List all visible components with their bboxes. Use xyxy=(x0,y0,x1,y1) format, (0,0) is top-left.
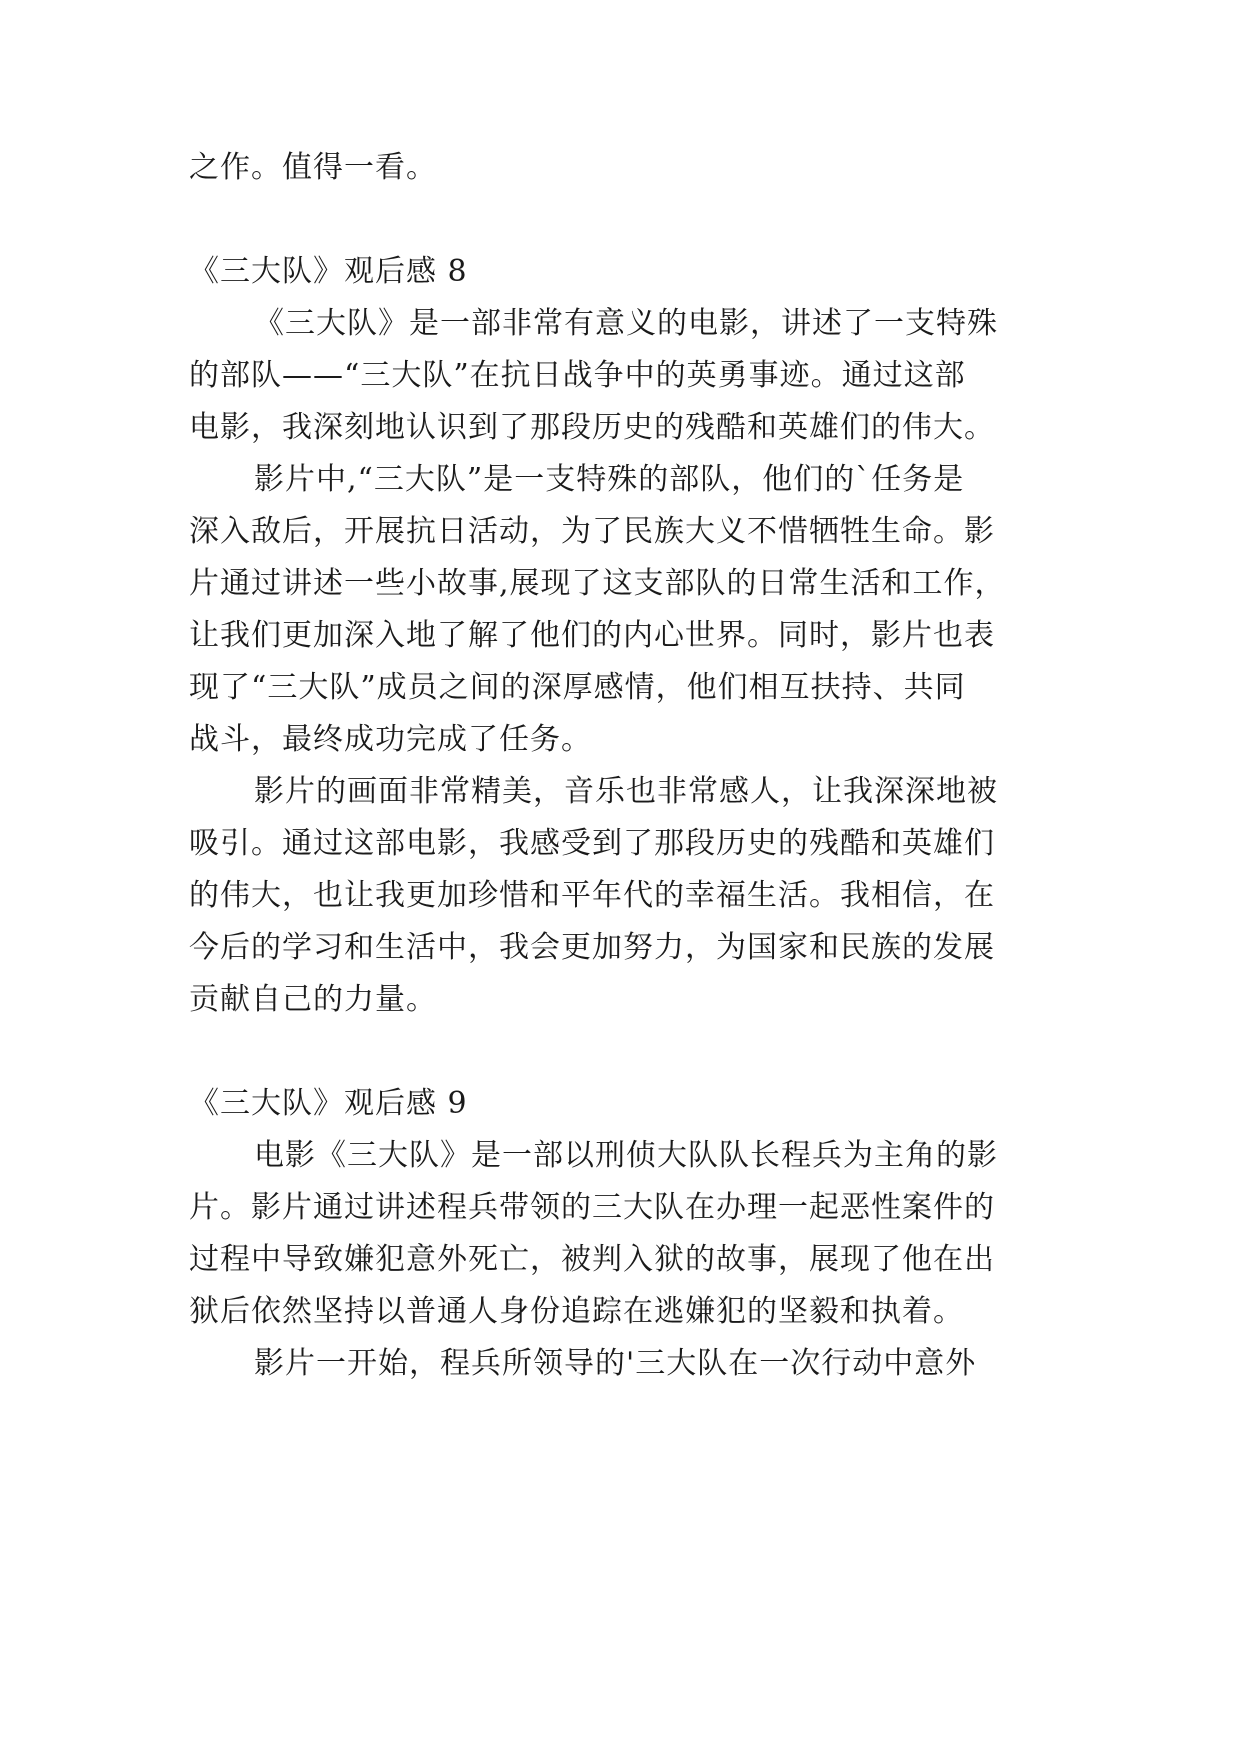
paragraph-line: 吸引。通过这部电影，我感受到了那段历史的残酷和英雄们 xyxy=(189,826,995,861)
paragraph-line: 的部队——“三大队”在抗日战争中的英勇事迹。通过这部 xyxy=(189,358,966,393)
paragraph-line: 片。影片通过讲述程兵带领的三大队在办理一起恶性案件的 xyxy=(189,1190,995,1225)
paragraph-line: 深入敌后，开展抗日活动，为了民族大义不惜牺牲生命。影 xyxy=(189,514,995,549)
paragraph-line: 影片的画面非常精美，音乐也非常感人，让我深深地被 xyxy=(254,774,998,809)
paragraph-line: 现了“三大队”成员之间的深厚感情，他们相互扶持、共同 xyxy=(189,670,966,705)
paragraph-line: 的伟大，也让我更加珍惜和平年代的幸福生活。我相信，在 xyxy=(189,878,995,913)
paragraph-line: 电影，我深刻地认识到了那段历史的残酷和英雄们的伟大。 xyxy=(189,410,995,445)
paragraph-line: 过程中导致嫌犯意外死亡，被判入狱的故事，展现了他在出 xyxy=(189,1242,995,1277)
paragraph-line: 影片一开始，程兵所领导的'三大队在一次行动中意外 xyxy=(254,1346,977,1381)
paragraph-line: 电影《三大队》是一部以刑侦大队队长程兵为主角的影 xyxy=(254,1138,998,1173)
section-heading: 《三大队》观后感 8 xyxy=(189,254,468,289)
paragraph-line: 之作。值得一看。 xyxy=(189,150,437,185)
paragraph-line: 今后的学习和生活中，我会更加努力，为国家和民族的发展 xyxy=(189,930,995,965)
paragraph-line: 影片中,“三大队”是一支特殊的部队，他们的`任务是 xyxy=(254,462,965,497)
paragraph-line: 狱后依然坚持以普通人身份追踪在逃嫌犯的坚毅和执着。 xyxy=(189,1294,964,1329)
paragraph-line: 让我们更加深入地了解了他们的内心世界。同时，影片也表 xyxy=(189,618,995,653)
section-heading: 《三大队》观后感 9 xyxy=(189,1086,468,1121)
paragraph-line: 《三大队》是一部非常有意义的电影，讲述了一支特殊 xyxy=(254,306,998,341)
paragraph-line: 战斗，最终成功完成了任务。 xyxy=(189,722,592,757)
paragraph-line: 贡献自己的力量。 xyxy=(189,982,437,1017)
paragraph-line: 片通过讲述一些小故事,展现了这支部队的日常生活和工作， xyxy=(189,566,1006,601)
